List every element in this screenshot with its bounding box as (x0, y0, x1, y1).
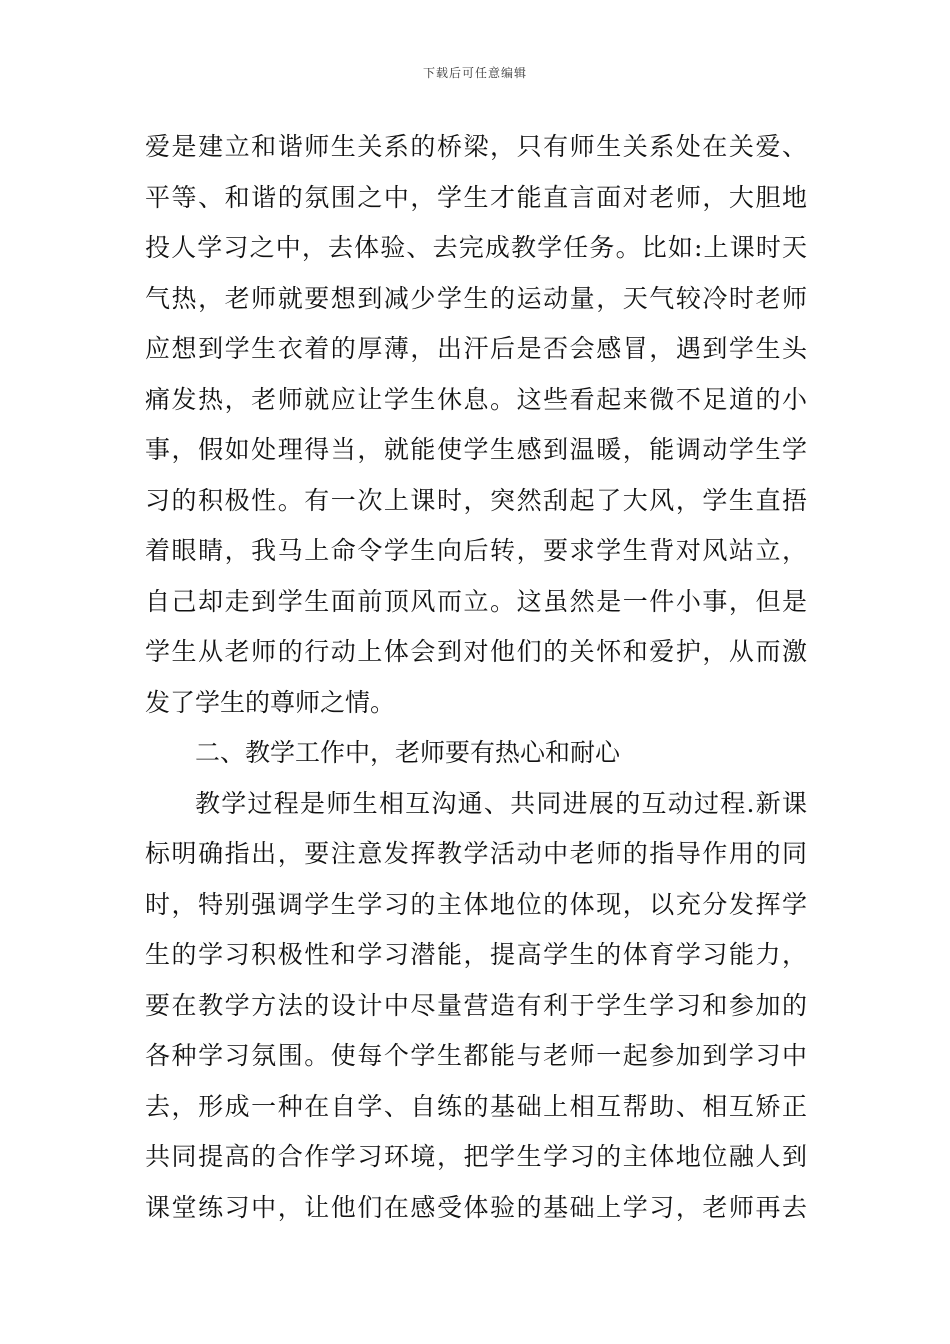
text-line: 去，形成一种在自学、自练的基础上相互帮助、相互矫正 (145, 1091, 807, 1121)
text-line: 应想到学生衣着的厚薄，出汗后是否会感冒，遇到学生头 (145, 334, 807, 363)
text-line: 各种学习氛围。使每个学生都能与老师一起参加到学习中 (145, 1041, 807, 1070)
section-heading: 二、教学工作中，老师要有热心和耐心 (195, 738, 621, 767)
text-line: 要在教学方法的设计中尽量营造有利于学生学习和参加的 (145, 990, 807, 1020)
text-line: 习的积极性。有一次上课时，突然刮起了大风，学生直捂 (145, 485, 807, 515)
text-line: 学生从老师的行动上体会到对他们的关怀和爱护，从而激 (145, 637, 807, 666)
text-line: 课堂练习中，让他们在感受体验的基础上学习，老师再去 (145, 1192, 807, 1222)
text-line: 气热，老师就要想到减少学生的运动量，天气较冷时老师 (145, 283, 807, 313)
text-line: 生的学习积极性和学习潜能，提高学生的体育学习能力， (145, 940, 807, 969)
text-line: 时，特别强调学生学习的主体地位的体现，以充分发挥学 (145, 889, 807, 919)
text-line: 投人学习之中，去体验、去完成教学任务。比如:上课时天 (145, 233, 807, 262)
text-line: 发了学生的尊师之情。 (145, 687, 396, 717)
text-line: 着眼睛，我马上命令学生向后转，要求学生背对风站立， (145, 536, 807, 565)
text-line: 事，假如处理得当，就能使学生感到温暖，能调动学生学 (145, 435, 807, 464)
text-line: 自己却走到学生面前顶风而立。这虽然是一件小事，但是 (145, 586, 807, 616)
text-line: 平等、和谐的氛围之中，学生才能直言面对老师，大胆地 (145, 182, 807, 212)
text-line: 爱是建立和谐师生关系的桥梁，只有师生关系处在关爱、 (145, 132, 807, 161)
text-line: 痛发热，老师就应让学生休息。这些看起来微不足道的小 (145, 384, 807, 414)
page-header: 下载后可任意编辑 (422, 66, 527, 80)
text-line: 标明确指出，要注意发挥教学活动中老师的指导作用的同 (145, 839, 807, 868)
document-body (145, 122, 807, 1233)
text-line: 共同提高的合作学习环境，把学生学习的主体地位融人到 (145, 1142, 807, 1171)
text-line: 教学过程是师生相互沟通、共同进展的互动过程.新课 (195, 788, 807, 818)
